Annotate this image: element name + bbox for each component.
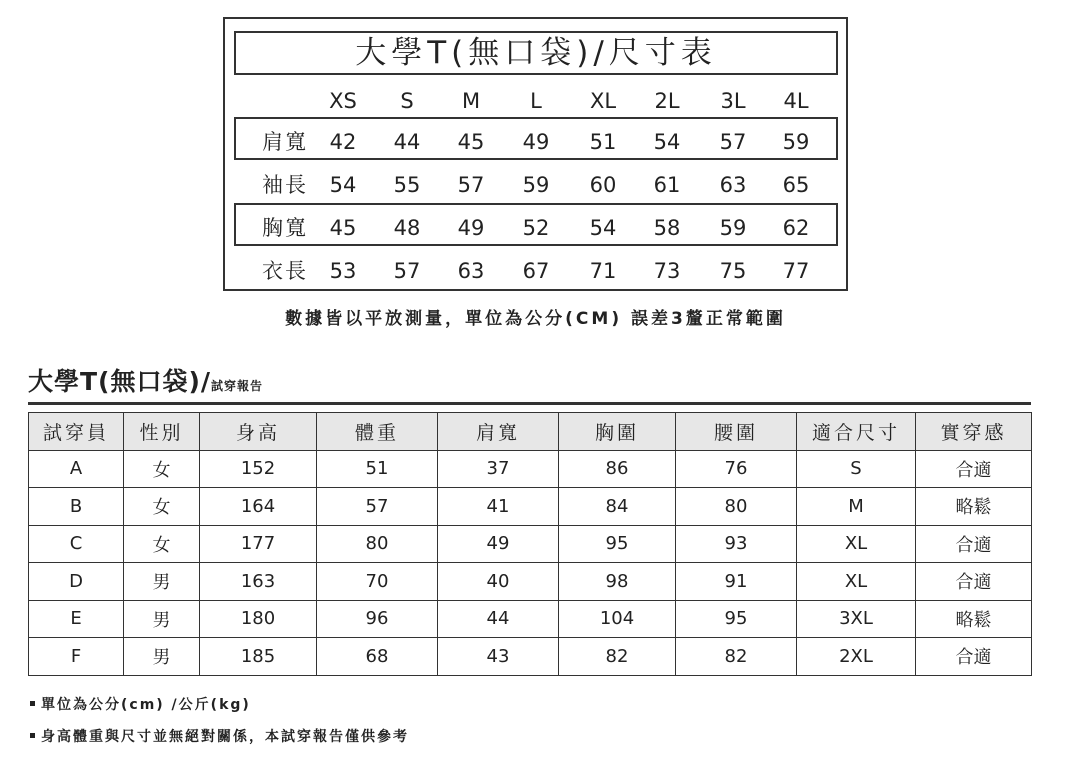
report-title: 大學T(無口袋)/ bbox=[28, 367, 212, 396]
table-cell: 152 bbox=[200, 450, 317, 488]
table-cell: 84 bbox=[559, 488, 676, 526]
table-cell: 43 bbox=[438, 638, 559, 676]
table-cell: 91 bbox=[676, 563, 797, 601]
table-row bbox=[29, 600, 1032, 638]
size-value: 73 bbox=[653, 259, 681, 283]
table-cell: 51 bbox=[317, 450, 438, 488]
size-2l: 2L bbox=[654, 89, 680, 113]
table-row bbox=[29, 488, 1032, 526]
table-cell: 177 bbox=[200, 525, 317, 563]
table-cell: 93 bbox=[676, 525, 797, 563]
size-4l: 4L bbox=[783, 89, 809, 113]
size-row-shoulder bbox=[225, 124, 846, 160]
size-value: 49 bbox=[522, 130, 550, 154]
try-on-report-table bbox=[28, 412, 1032, 676]
table-cell: M bbox=[797, 488, 916, 526]
size-value: 49 bbox=[457, 216, 485, 240]
table-cell: E bbox=[29, 600, 124, 638]
table-cell: 女 bbox=[124, 488, 200, 526]
table-cell: 女 bbox=[124, 525, 200, 563]
size-value: 44 bbox=[393, 130, 421, 154]
table-cell: 68 bbox=[317, 638, 438, 676]
table-cell: 76 bbox=[676, 450, 797, 488]
table-cell: D bbox=[29, 563, 124, 601]
footnote-units bbox=[30, 694, 251, 714]
size-row-label: 衣長 bbox=[262, 259, 308, 283]
table-cell: 80 bbox=[317, 525, 438, 563]
table-cell: 男 bbox=[124, 638, 200, 676]
size-value: 59 bbox=[782, 130, 810, 154]
table-cell: A bbox=[29, 450, 124, 488]
size-value: 60 bbox=[589, 173, 617, 197]
size-value: 58 bbox=[653, 216, 681, 240]
table-cell: 男 bbox=[124, 563, 200, 601]
table-cell: 104 bbox=[559, 600, 676, 638]
report-heading bbox=[28, 362, 263, 398]
size-value: 45 bbox=[329, 216, 357, 240]
size-3l: 3L bbox=[720, 89, 746, 113]
column-header: 性別 bbox=[124, 413, 200, 451]
size-row-label: 胸寬 bbox=[262, 216, 308, 240]
size-row-label: 袖長 bbox=[262, 173, 308, 197]
column-header: 實穿感 bbox=[916, 413, 1032, 451]
table-cell: B bbox=[29, 488, 124, 526]
table-cell: 82 bbox=[676, 638, 797, 676]
table-cell: 95 bbox=[676, 600, 797, 638]
table-cell: 合適 bbox=[916, 450, 1032, 488]
table-cell: 49 bbox=[438, 525, 559, 563]
table-cell: 180 bbox=[200, 600, 317, 638]
footnote-disclaimer bbox=[30, 726, 409, 746]
table-row bbox=[29, 450, 1032, 488]
table-cell: C bbox=[29, 525, 124, 563]
table-cell: 41 bbox=[438, 488, 559, 526]
size-value: 63 bbox=[719, 173, 747, 197]
size-value: 65 bbox=[782, 173, 810, 197]
bullet-icon bbox=[30, 701, 35, 706]
size-value: 55 bbox=[393, 173, 421, 197]
size-value: 59 bbox=[719, 216, 747, 240]
report-divider bbox=[28, 402, 1031, 405]
table-cell: 82 bbox=[559, 638, 676, 676]
column-header: 肩寬 bbox=[438, 413, 559, 451]
size-value: 53 bbox=[329, 259, 357, 283]
size-m: M bbox=[461, 89, 481, 113]
table-cell: 40 bbox=[438, 563, 559, 601]
table-cell: 185 bbox=[200, 638, 317, 676]
measurement-note: 數據皆以平放測量，單位為公分(CM) 誤差3釐正常範圍 bbox=[285, 309, 786, 329]
size-chart bbox=[223, 17, 848, 291]
table-cell: 80 bbox=[676, 488, 797, 526]
column-header: 適合尺寸 bbox=[797, 413, 916, 451]
table-cell: 164 bbox=[200, 488, 317, 526]
column-header: 身高 bbox=[200, 413, 317, 451]
table-cell: 3XL bbox=[797, 600, 916, 638]
size-value: 57 bbox=[393, 259, 421, 283]
size-value: 62 bbox=[782, 216, 810, 240]
table-cell: 37 bbox=[438, 450, 559, 488]
bullet-icon bbox=[30, 733, 35, 738]
table-row bbox=[29, 525, 1032, 563]
size-value: 57 bbox=[719, 130, 747, 154]
size-row-label: 肩寬 bbox=[262, 130, 308, 154]
size-value: 52 bbox=[522, 216, 550, 240]
size-value: 54 bbox=[653, 130, 681, 154]
table-cell: 95 bbox=[559, 525, 676, 563]
size-value: 75 bbox=[719, 259, 747, 283]
table-row bbox=[29, 563, 1032, 601]
table-cell: S bbox=[797, 450, 916, 488]
size-chart-title: 大學T(無口袋)/尺寸表 bbox=[234, 31, 838, 75]
table-header-row bbox=[29, 413, 1032, 451]
size-value: 77 bbox=[782, 259, 810, 283]
size-value: 63 bbox=[457, 259, 485, 283]
size-row-length bbox=[225, 253, 846, 289]
footnote-text: 身高體重與尺寸並無絕對關係，本試穿報告僅供參考 bbox=[41, 729, 409, 745]
table-cell: 44 bbox=[438, 600, 559, 638]
size-xs: XS bbox=[329, 89, 357, 113]
table-cell: 98 bbox=[559, 563, 676, 601]
size-value: 51 bbox=[589, 130, 617, 154]
column-header: 試穿員 bbox=[29, 413, 124, 451]
size-value: 54 bbox=[589, 216, 617, 240]
report-subtitle: 試穿報告 bbox=[211, 379, 264, 393]
size-value: 61 bbox=[653, 173, 681, 197]
table-row bbox=[29, 638, 1032, 676]
table-cell: 合適 bbox=[916, 563, 1032, 601]
size-value: 48 bbox=[393, 216, 421, 240]
table-cell: 70 bbox=[317, 563, 438, 601]
size-value: 67 bbox=[522, 259, 550, 283]
size-value: 59 bbox=[522, 173, 550, 197]
table-cell: 略鬆 bbox=[916, 600, 1032, 638]
size-s: S bbox=[400, 89, 414, 113]
size-value: 45 bbox=[457, 130, 485, 154]
table-cell: 男 bbox=[124, 600, 200, 638]
size-row-chest bbox=[225, 210, 846, 246]
table-cell: 合適 bbox=[916, 638, 1032, 676]
size-value: 54 bbox=[329, 173, 357, 197]
table-cell: 2XL bbox=[797, 638, 916, 676]
footnote-text: 單位為公分(cm) /公斤(kg) bbox=[41, 697, 251, 713]
table-cell: 合適 bbox=[916, 525, 1032, 563]
table-cell: 86 bbox=[559, 450, 676, 488]
table-cell: 96 bbox=[317, 600, 438, 638]
column-header: 腰圍 bbox=[676, 413, 797, 451]
table-cell: 略鬆 bbox=[916, 488, 1032, 526]
size-value: 42 bbox=[329, 130, 357, 154]
table-cell: 163 bbox=[200, 563, 317, 601]
table-cell: 57 bbox=[317, 488, 438, 526]
size-value: 57 bbox=[457, 173, 485, 197]
table-cell: XL bbox=[797, 563, 916, 601]
size-value: 71 bbox=[589, 259, 617, 283]
size-header-row bbox=[225, 83, 846, 119]
table-cell: F bbox=[29, 638, 124, 676]
size-l: L bbox=[530, 89, 542, 113]
table-cell: XL bbox=[797, 525, 916, 563]
size-xl: XL bbox=[589, 89, 617, 113]
table-cell: 女 bbox=[124, 450, 200, 488]
column-header: 胸圍 bbox=[559, 413, 676, 451]
size-row-sleeve bbox=[225, 167, 846, 203]
column-header: 體重 bbox=[317, 413, 438, 451]
